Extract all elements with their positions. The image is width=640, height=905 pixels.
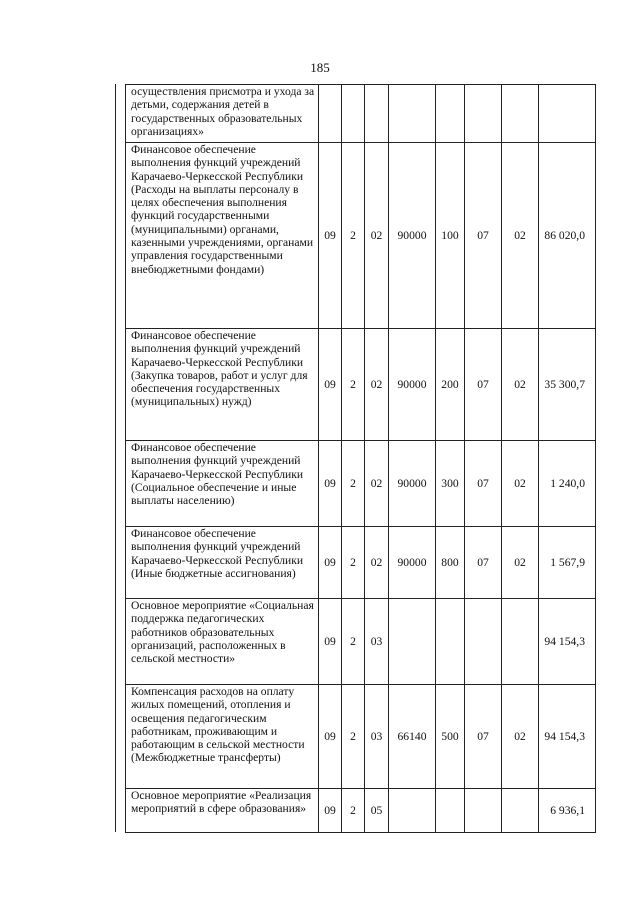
code-cell-c3: 02: [365, 143, 389, 329]
code-cell-c5: [436, 85, 465, 143]
code-cell-c7: 02: [502, 329, 539, 441]
amount-cell: 1 240,0: [539, 441, 596, 527]
row-name-cell: Финансовое обеспечение выполнения функций учреждений Карачаево-Черкесской Республики (Иные бюджетные ассигнования): [126, 527, 319, 599]
code-cell-c4: 90000: [389, 527, 436, 599]
code-cell-c7: 02: [502, 441, 539, 527]
code-cell-c3: 02: [365, 527, 389, 599]
code-cell-c5: 500: [436, 685, 465, 789]
code-cell-c6: [465, 789, 502, 833]
amount-cell: 94 154,3: [539, 599, 596, 685]
row-name-cell: Финансовое обеспечение выполнения функций учреждений Карачаево-Черкесской Республики (Расходы на выплаты персоналу в целях обеспечения выполнения функций государственными (муниципальными) органами, казенными учреждениями, органами управления государственными внебюджетными фондами): [126, 143, 319, 329]
amount-cell: 86 020,0: [539, 143, 596, 329]
code-cell-c6: [465, 599, 502, 685]
table-row: [126, 685, 596, 789]
amount-cell: 35 300,7: [539, 329, 596, 441]
page-number: 185: [310, 60, 330, 75]
code-cell-c6: 07: [465, 527, 502, 599]
code-cell-c6: [465, 85, 502, 143]
table-row: [126, 85, 596, 143]
code-cell-c7: 02: [502, 527, 539, 599]
code-cell-c4: [389, 789, 436, 833]
code-cell-c1: 09: [319, 599, 342, 685]
code-cell-c1: 09: [319, 441, 342, 527]
amount-cell: [539, 85, 596, 143]
code-cell-c4: 66140: [389, 685, 436, 789]
row-name-cell: Финансовое обеспечение выполнения функций учреждений Карачаево-Черкесской Республики (Социальное обеспечение и иные выплаты населению): [126, 441, 319, 527]
table-left-border: [115, 84, 116, 832]
row-name-cell: Финансовое обеспечение выполнения функций учреждений Карачаево-Черкесской Республики (Закупка товаров, работ и услуг для обеспечения государственных (муниципальных) нужд): [126, 329, 319, 441]
code-cell-c5: 100: [436, 143, 465, 329]
code-cell-c2: [342, 85, 365, 143]
code-cell-c4: [389, 85, 436, 143]
code-cell-c1: 09: [319, 143, 342, 329]
table-row: [126, 527, 596, 599]
code-cell-c3: 02: [365, 441, 389, 527]
code-cell-c3: 05: [365, 789, 389, 833]
table-row: [126, 599, 596, 685]
table-row: [126, 329, 596, 441]
code-cell-c1: 09: [319, 789, 342, 833]
code-cell-c5: 200: [436, 329, 465, 441]
code-cell-c6: 07: [465, 329, 502, 441]
code-cell-c2: 2: [342, 329, 365, 441]
code-cell-c3: 03: [365, 599, 389, 685]
code-cell-c4: 90000: [389, 441, 436, 527]
table-row: [126, 143, 596, 329]
budget-table: [125, 84, 596, 833]
code-cell-c1: 09: [319, 685, 342, 789]
amount-cell: 6 936,1: [539, 789, 596, 833]
code-cell-c6: 07: [465, 441, 502, 527]
code-cell-c1: [319, 85, 342, 143]
row-name-cell: Основное мероприятие «Реализация мероприятий в сфере образования»: [126, 789, 319, 833]
code-cell-c3: [365, 85, 389, 143]
code-cell-c7: [502, 789, 539, 833]
code-cell-c5: [436, 789, 465, 833]
code-cell-c1: 09: [319, 329, 342, 441]
code-cell-c4: 90000: [389, 143, 436, 329]
code-cell-c2: 2: [342, 441, 365, 527]
amount-cell: 1 567,9: [539, 527, 596, 599]
code-cell-c5: 800: [436, 527, 465, 599]
amount-cell: 94 154,3: [539, 685, 596, 789]
code-cell-c5: [436, 599, 465, 685]
row-name-cell: Основное мероприятие «Социальная поддержка педагогических работников образовательных организаций, расположенных в сельской местности»: [126, 599, 319, 685]
code-cell-c4: 90000: [389, 329, 436, 441]
code-cell-c7: [502, 599, 539, 685]
code-cell-c2: 2: [342, 789, 365, 833]
code-cell-c6: 07: [465, 685, 502, 789]
code-cell-c5: 300: [436, 441, 465, 527]
row-name-cell: осуществления присмотра и ухода за детьми, содержания детей в государственных образовательных организациях»: [126, 85, 319, 143]
code-cell-c2: 2: [342, 599, 365, 685]
code-cell-c3: 03: [365, 685, 389, 789]
code-cell-c1: 09: [319, 527, 342, 599]
code-cell-c2: 2: [342, 527, 365, 599]
code-cell-c7: 02: [502, 143, 539, 329]
code-cell-c7: 02: [502, 685, 539, 789]
code-cell-c2: 2: [342, 685, 365, 789]
code-cell-c4: [389, 599, 436, 685]
code-cell-c2: 2: [342, 143, 365, 329]
code-cell-c7: [502, 85, 539, 143]
code-cell-c6: 07: [465, 143, 502, 329]
table-row: [126, 441, 596, 527]
row-name-cell: Компенсация расходов на оплату жилых помещений, отопления и освещения педагогическим работникам, проживающим и работающим в сельской местности (Межбюджетные трансферты): [126, 685, 319, 789]
code-cell-c3: 02: [365, 329, 389, 441]
table-row: [126, 789, 596, 833]
